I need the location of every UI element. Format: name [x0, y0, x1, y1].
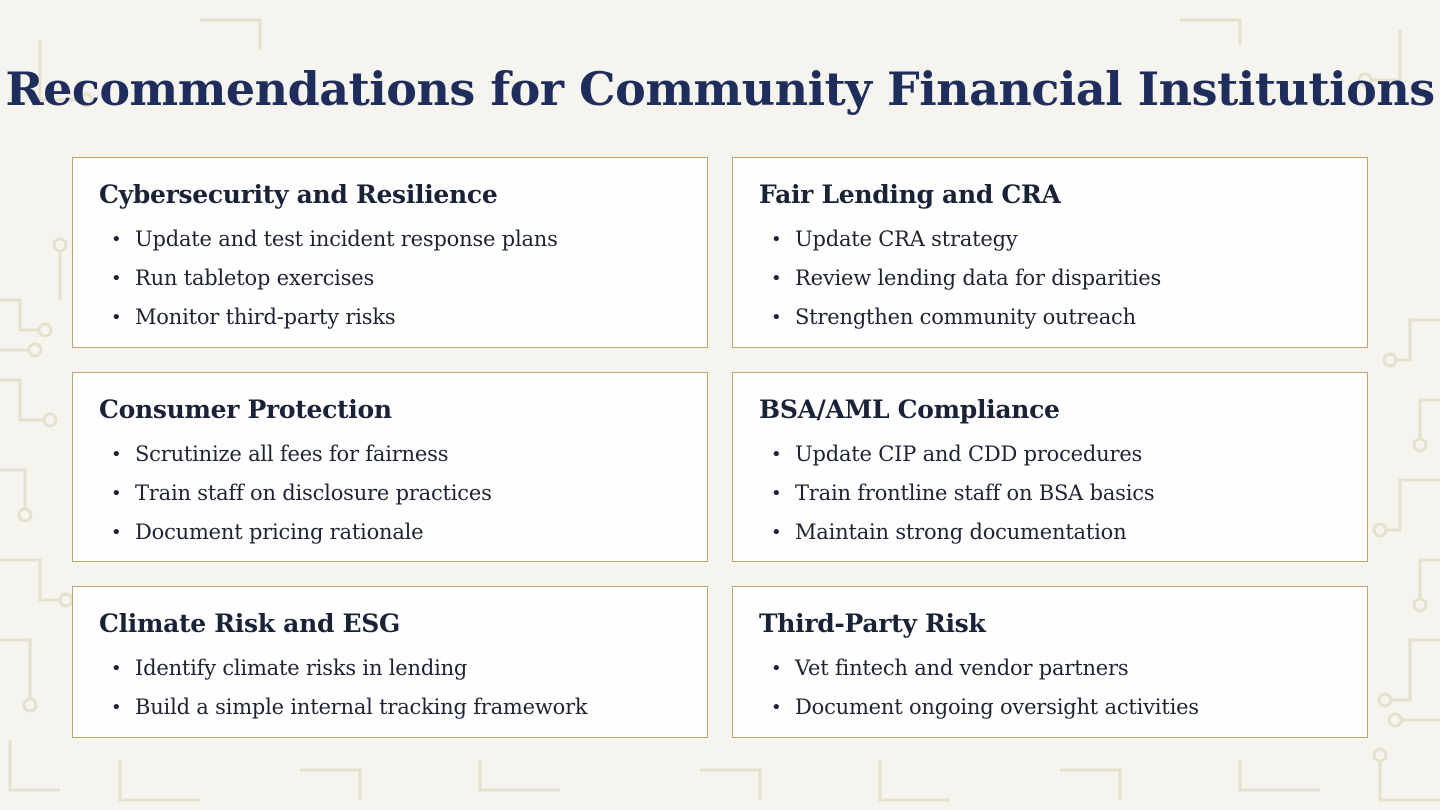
bullet-icon: • [111, 229, 122, 250]
card-third-party-risk [732, 586, 1368, 738]
list-item: • Update CRA strategy [759, 220, 1341, 259]
bullet-list [99, 220, 681, 337]
list-item: • Document ongoing oversight activities [759, 688, 1341, 727]
bullet-icon: • [771, 444, 782, 465]
list-item: • Build a simple internal tracking framework [99, 688, 681, 727]
bullet-icon: • [771, 522, 782, 543]
bullet-list [759, 435, 1341, 552]
bullet-icon: • [111, 307, 122, 328]
bullet-icon: • [111, 658, 122, 679]
bullet-icon: • [771, 229, 782, 250]
bullet-icon: • [111, 697, 122, 718]
list-item: • Scrutinize all fees for fairness [99, 435, 681, 474]
list-item: • Identify climate risks in lending [99, 649, 681, 688]
bullet-icon: • [771, 268, 782, 289]
bullet-icon: • [111, 444, 122, 465]
card-consumer-protection [72, 372, 708, 562]
card-bsa-aml [732, 372, 1368, 562]
list-item: • Review lending data for disparities [759, 259, 1341, 298]
card-title: Climate Risk and ESG [99, 609, 401, 638]
list-item: • Update CIP and CDD procedures [759, 435, 1341, 474]
bullet-icon: • [111, 483, 122, 504]
bullet-icon: • [771, 658, 782, 679]
card-climate-risk [72, 586, 708, 738]
list-item: • Maintain strong documentation [759, 513, 1341, 552]
card-fair-lending [732, 157, 1368, 348]
list-item: • Train staff on disclosure practices [99, 474, 681, 513]
page-title: Recommendations for Community Financial Institutions [5, 62, 1435, 116]
list-item: • Monitor third-party risks [99, 298, 681, 337]
list-item: • Run tabletop exercises [99, 259, 681, 298]
list-item: • Strengthen community outreach [759, 298, 1341, 337]
list-item: • Vet fintech and vendor partners [759, 649, 1341, 688]
list-item: • Update and test incident response plans [99, 220, 681, 259]
card-title: Cybersecurity and Resilience [99, 180, 498, 209]
bullet-list [99, 435, 681, 552]
card-title: BSA/AML Compliance [759, 395, 1060, 424]
card-title: Fair Lending and CRA [759, 180, 1061, 209]
bullet-icon: • [771, 697, 782, 718]
bullet-icon: • [111, 268, 122, 289]
bullet-icon: • [771, 307, 782, 328]
bullet-icon: • [771, 483, 782, 504]
card-title: Consumer Protection [99, 395, 392, 424]
card-cybersecurity [72, 157, 708, 348]
bullet-icon: • [111, 522, 122, 543]
list-item: • Train frontline staff on BSA basics [759, 474, 1341, 513]
bullet-list [759, 649, 1341, 727]
bullet-list [99, 649, 681, 727]
list-item: • Document pricing rationale [99, 513, 681, 552]
bullet-list [759, 220, 1341, 337]
card-title: Third-Party Risk [759, 609, 986, 638]
